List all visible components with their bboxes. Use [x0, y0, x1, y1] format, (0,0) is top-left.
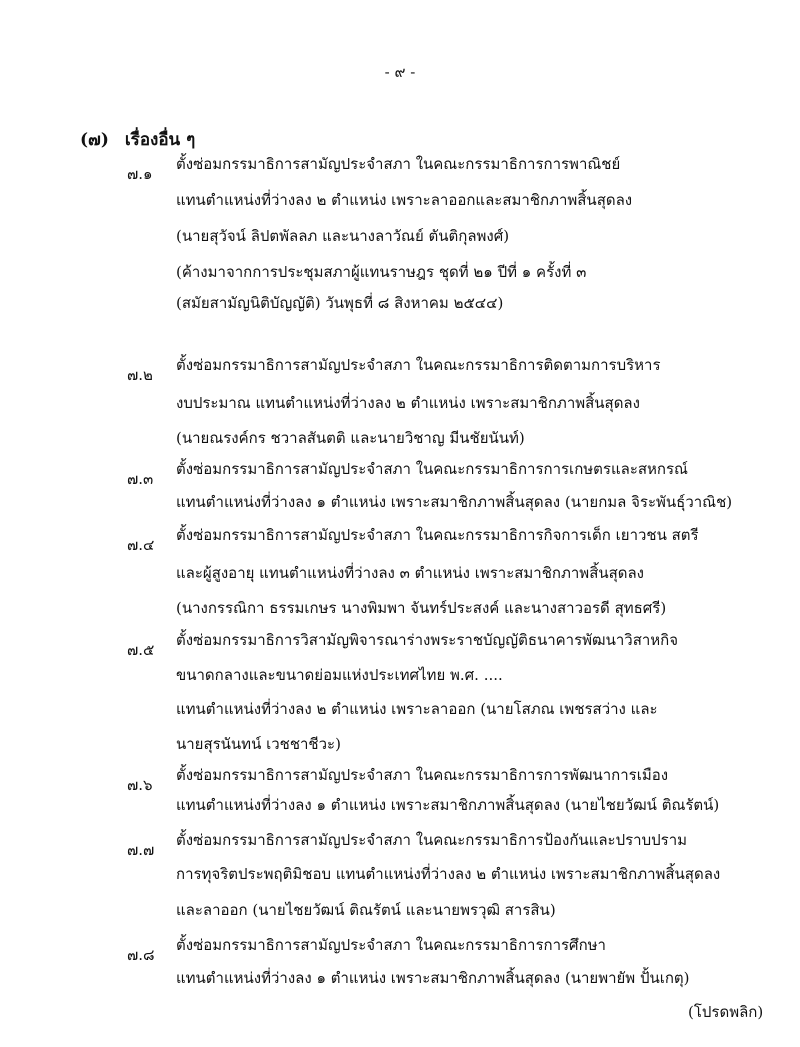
item-text-line: (ค้างมาจากการประชุมสภาผู้แทนราษฎร ชุดที่ ๒๑ ปีที่ ๑ ครั้งที่ ๓ [176, 263, 587, 281]
item-text-line: และผู้สูงอายุ แทนตำแหน่งที่ว่างลง ๓ ตำแหน่ง เพราะสมาชิกภาพสิ้นสุดลง [176, 564, 645, 582]
item-text-line: (นางกรรณิกา ธรรมเกษร นางพิมพา จันทร์ประสงค์ และนางสาวอรดี สุทธศรี) [176, 599, 667, 617]
item-number: ๗.๑ [127, 165, 153, 183]
item-text-line: งบประมาณ แทนตำแหน่งที่ว่างลง ๒ ตำแหน่ง เพราะสมาชิกภาพสิ้นสุดลง [176, 394, 640, 412]
item-text-line: (นายสุวัจน์ ลิปตพัลลภ และนางลาวัณย์ ตันติกุลพงศ์) [176, 227, 510, 245]
item-text-line: แทนตำแหน่งที่ว่างลง ๑ ตำแหน่ง เพราะสมาชิกภาพสิ้นสุดลง (นายพายัพ ปั้นเกตุ) [176, 969, 690, 987]
item-text-line: ตั้งซ่อมกรรมาธิการสามัญประจำสภา ในคณะกรรมาธิการกิจการเด็ก เยาวชน สตรี [176, 526, 699, 544]
item-text-line: การทุจริตประพฤติมิชอบ แทนตำแหน่งที่ว่างลง ๒ ตำแหน่ง เพราะสมาชิกภาพสิ้นสุดลง [176, 865, 721, 883]
item-text-line: ตั้งซ่อมกรรมาธิการสามัญประจำสภา ในคณะกรรมาธิการการพาณิชย์ [176, 155, 621, 173]
item-text-line: (นายณรงค์กร ชวาลสันตติ และนายวิชาญ มีนชัยนันท์) [176, 429, 525, 447]
item-text-line: และลาออก (นายไชยวัฒน์ ติณรัตน์ และนายพรวุฒิ สารสิน) [176, 901, 556, 919]
item-number: ๗.๒ [127, 366, 153, 384]
item-text-line: ตั้งซ่อมกรรมาธิการสามัญประจำสภา ในคณะกรรมาธิการการศึกษา [176, 936, 606, 954]
item-number: ๗.๕ [127, 641, 155, 659]
turn-over-note: (โปรดพลิก) [688, 1003, 764, 1021]
item-text-line: แทนตำแหน่งที่ว่างลง ๑ ตำแหน่ง เพราะสมาชิกภาพสิ้นสุดลง (นายไชยวัฒน์ ติณรัตน์) [176, 796, 720, 814]
item-text-line: แทนตำแหน่งที่ว่างลง ๒ ตำแหน่ง เพราะลาออก (นายโสภณ เพชรสว่าง และ [176, 700, 658, 718]
item-text-line: นายสุรนันทน์ เวชชาชีวะ) [176, 735, 341, 753]
item-text-line: แทนตำแหน่งที่ว่างลง ๒ ตำแหน่ง เพราะลาออกและสมาชิกภาพสิ้นสุดลง [176, 191, 633, 209]
item-text-line: แทนตำแหน่งที่ว่างลง ๑ ตำแหน่ง เพราะสมาชิกภาพสิ้นสุดลง (นายกมล จิระพันธุ์วาณิช) [176, 493, 733, 511]
item-number: ๗.๘ [127, 946, 155, 964]
item-number: ๗.๖ [127, 776, 153, 794]
section-number: (๗) [80, 130, 109, 150]
item-text-line: ขนาดกลางและขนาดย่อมแห่งประเทศไทย พ.ศ. .... [176, 666, 503, 684]
item-text-line: ตั้งซ่อมกรรมาธิการสามัญประจำสภา ในคณะกรรมาธิการการเกษตรและสหกรณ์ [176, 460, 688, 478]
item-number: ๗.๔ [127, 536, 155, 554]
item-text-line: (สมัยสามัญนิติบัญญัติ) วันพุธที่ ๘ สิงหาคม ๒๕๔๔) [176, 294, 504, 312]
item-number: ๗.๗ [127, 841, 155, 859]
item-text-line: ตั้งซ่อมกรรมาธิการสามัญประจำสภา ในคณะกรรมาธิการป้องกันและปราบปราม [176, 831, 688, 849]
item-text-line: ตั้งซ่อมกรรมาธิการสามัญประจำสภา ในคณะกรรมาธิการติดตามการบริหาร [176, 356, 661, 374]
item-text-line: ตั้งซ่อมกรรมาธิการสามัญประจำสภา ในคณะกรรมาธิการการพัฒนาการเมือง [176, 766, 669, 784]
item-text-line: ตั้งซ่อมกรรมาธิการวิสามัญพิจารณาร่างพระราชบัญญัติธนาคารพัฒนาวิสาหกิจ [176, 631, 679, 649]
section-heading [80, 126, 211, 153]
page-number: - ๙ - [384, 63, 416, 81]
item-number: ๗.๓ [127, 470, 154, 488]
section-title: เรื่องอื่น ๆ [124, 130, 196, 150]
